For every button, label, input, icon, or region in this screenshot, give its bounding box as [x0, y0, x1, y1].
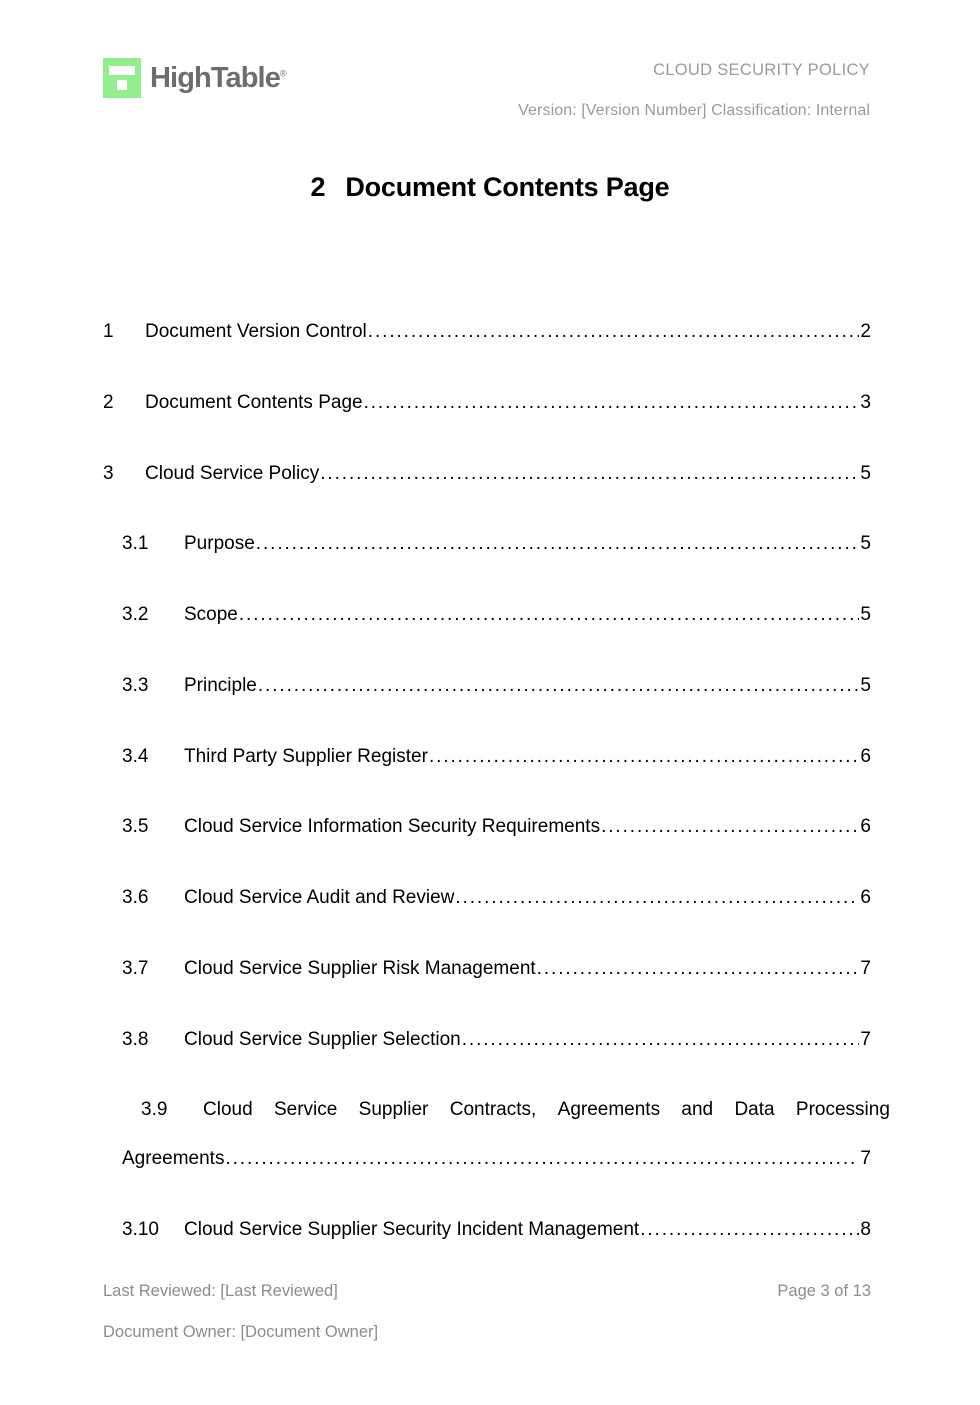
- toc-label-word: Data: [734, 1099, 775, 1121]
- toc-label-word: Supplier: [358, 1099, 429, 1121]
- header-document-title: CLOUD SECURITY POLICY: [653, 61, 870, 79]
- toc-entry-number: 3.4: [122, 745, 149, 767]
- toc-entry[interactable]: [103, 1218, 871, 1242]
- toc-entry-page-number: 2: [860, 321, 871, 342]
- footer-last-reviewed: Last Reviewed: [Last Reviewed]: [103, 1282, 338, 1300]
- toc-entry-page-number: 6: [860, 745, 871, 767]
- toc-leader-dots: [364, 391, 860, 415]
- toc-leader-dots: [537, 957, 860, 981]
- logo-bar-shape: [109, 66, 135, 75]
- toc-label-word: and: [681, 1099, 714, 1121]
- toc-entry-page-number: 5: [860, 604, 871, 625]
- toc-entry-page-number: 7: [860, 1148, 871, 1169]
- toc-entry-label: Cloud Service Supplier Selection: [184, 1028, 461, 1050]
- page-footer: [103, 1282, 871, 1342]
- toc-entry-number: 3.10: [122, 1218, 159, 1240]
- toc-leader-dots: [429, 745, 859, 769]
- toc-entry[interactable]: [103, 815, 871, 839]
- toc-entry-number: 1: [103, 321, 114, 342]
- footer-document-owner: Document Owner: [Document Owner]: [103, 1323, 379, 1341]
- toc-leader-dots: [239, 603, 860, 627]
- page-title: [0, 172, 980, 203]
- toc-entry-label: Cloud Service Audit and Review: [184, 887, 455, 908]
- page-title-number: 2: [310, 172, 326, 202]
- toc-entry-number: 3.5: [122, 816, 149, 838]
- header-version-classification: Version: [Version Number] Classification: Internal: [518, 101, 870, 119]
- toc-entry-label: Purpose: [184, 533, 255, 555]
- toc-leader-dots: [256, 532, 860, 556]
- toc-entry-label: Cloud Service Policy: [145, 462, 320, 484]
- toc-entry[interactable]: [103, 320, 871, 344]
- toc-leader-dots: [258, 674, 860, 698]
- toc-entry[interactable]: [103, 745, 871, 769]
- toc-entry[interactable]: [103, 957, 871, 981]
- toc-entry-number: 2: [103, 391, 114, 413]
- footer-page-indicator: Page 3 of 13: [777, 1282, 871, 1300]
- toc-entry[interactable]: [103, 886, 871, 910]
- toc-entry-number: 3: [103, 462, 114, 484]
- toc-entry-label: Scope: [184, 604, 238, 625]
- toc-label-word: Processing: [795, 1099, 890, 1121]
- header-meta: [518, 55, 870, 120]
- toc-entry-label: Document Contents Page: [145, 391, 363, 413]
- toc-label-word: Service: [273, 1099, 338, 1121]
- toc-entry-page-number: 6: [860, 816, 871, 838]
- toc-entry-label-justified: [203, 1098, 890, 1122]
- hightable-logo: [103, 58, 287, 98]
- toc-entry-label: Cloud Service Information Security Requirements: [184, 816, 601, 838]
- toc-entry[interactable]: [103, 1098, 890, 1171]
- brand-name-text: HighTable: [150, 61, 280, 94]
- toc-entry-label-continued: Agreements: [122, 1148, 225, 1169]
- toc-entry[interactable]: [103, 603, 871, 627]
- toc-entry-label: Principle: [184, 674, 257, 696]
- brand-wordmark: [150, 61, 287, 94]
- toc-leader-dots: [455, 886, 859, 910]
- toc-entry-line-2: [122, 1147, 871, 1171]
- toc-entry-page-number: 8: [860, 1218, 871, 1240]
- toc-entry-label: Document Version Control: [145, 321, 367, 342]
- toc-leader-dots: [462, 1028, 860, 1052]
- toc-label-word: Contracts,: [449, 1099, 537, 1121]
- toc-label-word: Cloud: [203, 1099, 253, 1121]
- toc-entry-number: 3.7: [122, 957, 149, 979]
- toc-entry-page-number: 5: [860, 462, 871, 484]
- toc-leader-dots: [320, 462, 859, 486]
- toc-entry-page-number: 5: [860, 533, 871, 555]
- registered-trademark-icon: ®: [279, 67, 287, 78]
- toc-entry[interactable]: [103, 532, 871, 556]
- toc-entry-page-number: 7: [860, 1028, 871, 1050]
- toc-label-word: Agreements: [557, 1099, 661, 1121]
- toc-entry-page-number: 7: [860, 957, 871, 979]
- logo-stem-shape: [117, 80, 127, 90]
- toc-entry-page-number: 3: [860, 391, 871, 413]
- page-title-text: Document Contents Page: [345, 172, 670, 202]
- footer-row-primary: [103, 1282, 871, 1301]
- toc-entry-number: 3.3: [122, 674, 149, 696]
- toc-entry[interactable]: [103, 462, 871, 486]
- toc-entry[interactable]: [103, 1028, 871, 1052]
- toc-entry-label: Third Party Supplier Register: [184, 745, 428, 767]
- toc-leader-dots: [368, 320, 860, 344]
- toc-entry-number: 3.2: [122, 604, 149, 625]
- toc-entry-number: 3.1: [122, 533, 149, 555]
- header-row: [103, 55, 870, 120]
- toc-entry-label: Cloud Service Supplier Security Incident Management: [184, 1218, 640, 1240]
- toc-entry-number: 3.6: [122, 887, 149, 908]
- toc-entry-label: Cloud Service Supplier Risk Management: [184, 957, 536, 979]
- toc-entry-page-number: 6: [860, 887, 871, 908]
- toc-leader-dots: [225, 1147, 859, 1171]
- toc-leader-dots: [601, 815, 859, 839]
- toc-entry[interactable]: [103, 674, 871, 698]
- toc-leader-dots: [640, 1218, 859, 1242]
- toc-entry-number: 3.9: [141, 1099, 168, 1121]
- page-header: [0, 0, 980, 135]
- toc-entry[interactable]: [103, 391, 871, 415]
- toc-entry-number: 3.8: [122, 1028, 149, 1050]
- table-of-contents: [103, 320, 890, 1289]
- hightable-mark-icon: [103, 58, 141, 98]
- footer-row-secondary: [103, 1323, 871, 1342]
- toc-entry-page-number: 5: [860, 674, 871, 696]
- toc-entry-line-1: [122, 1098, 890, 1122]
